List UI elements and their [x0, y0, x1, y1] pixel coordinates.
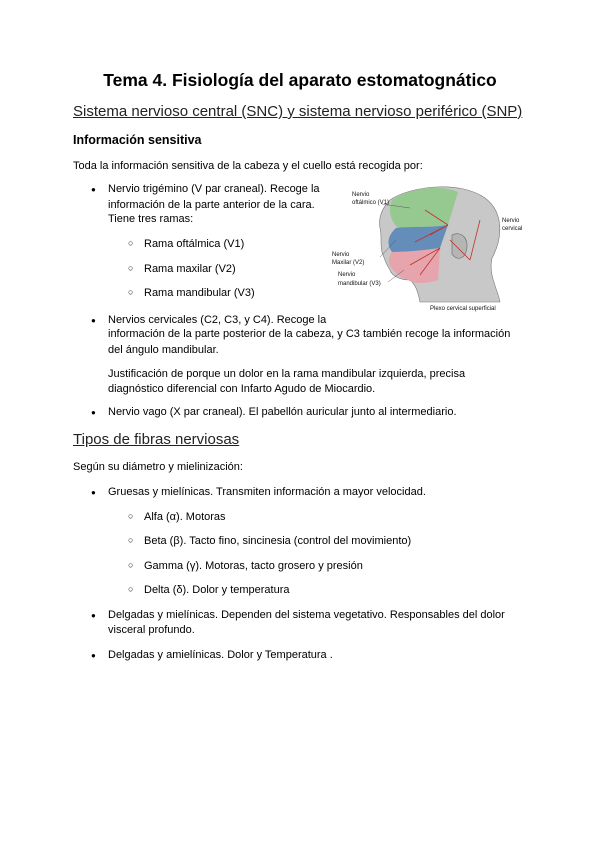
label-maxilar-1: Nervio [332, 252, 350, 258]
trigemino-line-3: Tiene tres ramas: [108, 213, 194, 225]
bullet-icon: ● [91, 611, 96, 620]
label-mandibular-2: mandibular (V3) [338, 281, 381, 287]
bullet-icon: ● [91, 316, 96, 325]
subtype-delta: Delta (δ). Dolor y temperatura [144, 584, 290, 596]
label-cervical-2: cervical [502, 226, 523, 232]
label-mandibular-1: Nervio [338, 272, 356, 278]
head-nerve-diagram [330, 180, 530, 315]
bullet-icon: ● [91, 185, 96, 194]
gruesas-text: Gruesas y mielínicas. Transmiten información a mayor velocidad. [108, 486, 426, 498]
subtype-beta: Beta (β). Tacto fino, sincinesia (control del movimiento) [144, 535, 412, 547]
subheading-informacion-sensitiva: Información sensitiva [73, 133, 202, 147]
justificacion-line-2: diagnóstico diferencial con Infarto Agudo de Miocardio. [108, 383, 376, 395]
label-cervical-1: Nervio [502, 218, 520, 224]
vago-text: Nervio vago (X par craneal). El pabellón auricular junto al intermediario. [108, 406, 457, 418]
trigemino-line-1: Nervio trigémino (V par craneal). Recoge la [108, 183, 320, 195]
bullet-icon: ● [91, 651, 96, 660]
justificacion-line-1: Justificación de porque un dolor en la rama mandibular izquierda, precisa [108, 368, 466, 380]
section-heading-fibras: Tipos de fibras nerviosas [73, 431, 240, 448]
circle-bullet-icon: ○ [128, 535, 134, 545]
circle-bullet-icon: ○ [128, 287, 134, 297]
fibras-intro: Según su diámetro y mielinización: [73, 461, 243, 473]
bullet-icon: ● [91, 408, 96, 417]
label-oftalmico-2: oftálmico (V1) [352, 200, 390, 206]
circle-bullet-icon: ○ [128, 263, 134, 273]
subtype-gamma: Gamma (γ). Motoras, tacto grosero y presión [144, 560, 363, 572]
label-maxilar-2: Maxilar (V2) [332, 260, 365, 266]
circle-bullet-icon: ○ [128, 584, 134, 594]
label-oftalmico-1: Nervio [352, 192, 370, 198]
section-heading-snc: Sistema nervioso central (SNC) y sistema nervioso periférico (SNP) [73, 103, 523, 120]
figure-caption: Plexo cervical superficial [430, 306, 496, 312]
circle-bullet-icon: ○ [128, 238, 134, 248]
cervicales-line-3: del ángulo mandibular. [108, 344, 219, 356]
subtype-alfa: Alfa (α). Motoras [144, 511, 226, 523]
rama-item: Rama oftálmica (V1) [144, 238, 245, 250]
rama-item: Rama maxilar (V2) [144, 263, 236, 275]
cervicales-line-1: Nervios cervicales (C2, C3, y C4). Recoge la [108, 314, 327, 326]
cervicales-line-2: información de la parte posterior de la cabeza, y C3 también recoge la información [108, 328, 511, 340]
circle-bullet-icon: ○ [128, 511, 134, 521]
intro-text: Toda la información sensitiva de la cabeza y el cuello está recogida por: [73, 160, 423, 172]
delgadas-amielinicas-text: Delgadas y amielínicas. Dolor y Temperatura . [108, 649, 333, 661]
delgadas-mielinicas-line-2: visceral profundo. [108, 624, 195, 636]
page-title: Tema 4. Fisiología del aparato estomatognático [103, 70, 497, 90]
rama-item: Rama mandibular (V3) [144, 287, 255, 299]
trigemino-line-2: información de la parte anterior de la cara. [108, 199, 315, 211]
delgadas-mielinicas-line-1: Delgadas y mielínicas. Dependen del sistema vegetativo. Responsables del dolor [108, 609, 505, 621]
bullet-icon: ● [91, 488, 96, 497]
circle-bullet-icon: ○ [128, 560, 134, 570]
